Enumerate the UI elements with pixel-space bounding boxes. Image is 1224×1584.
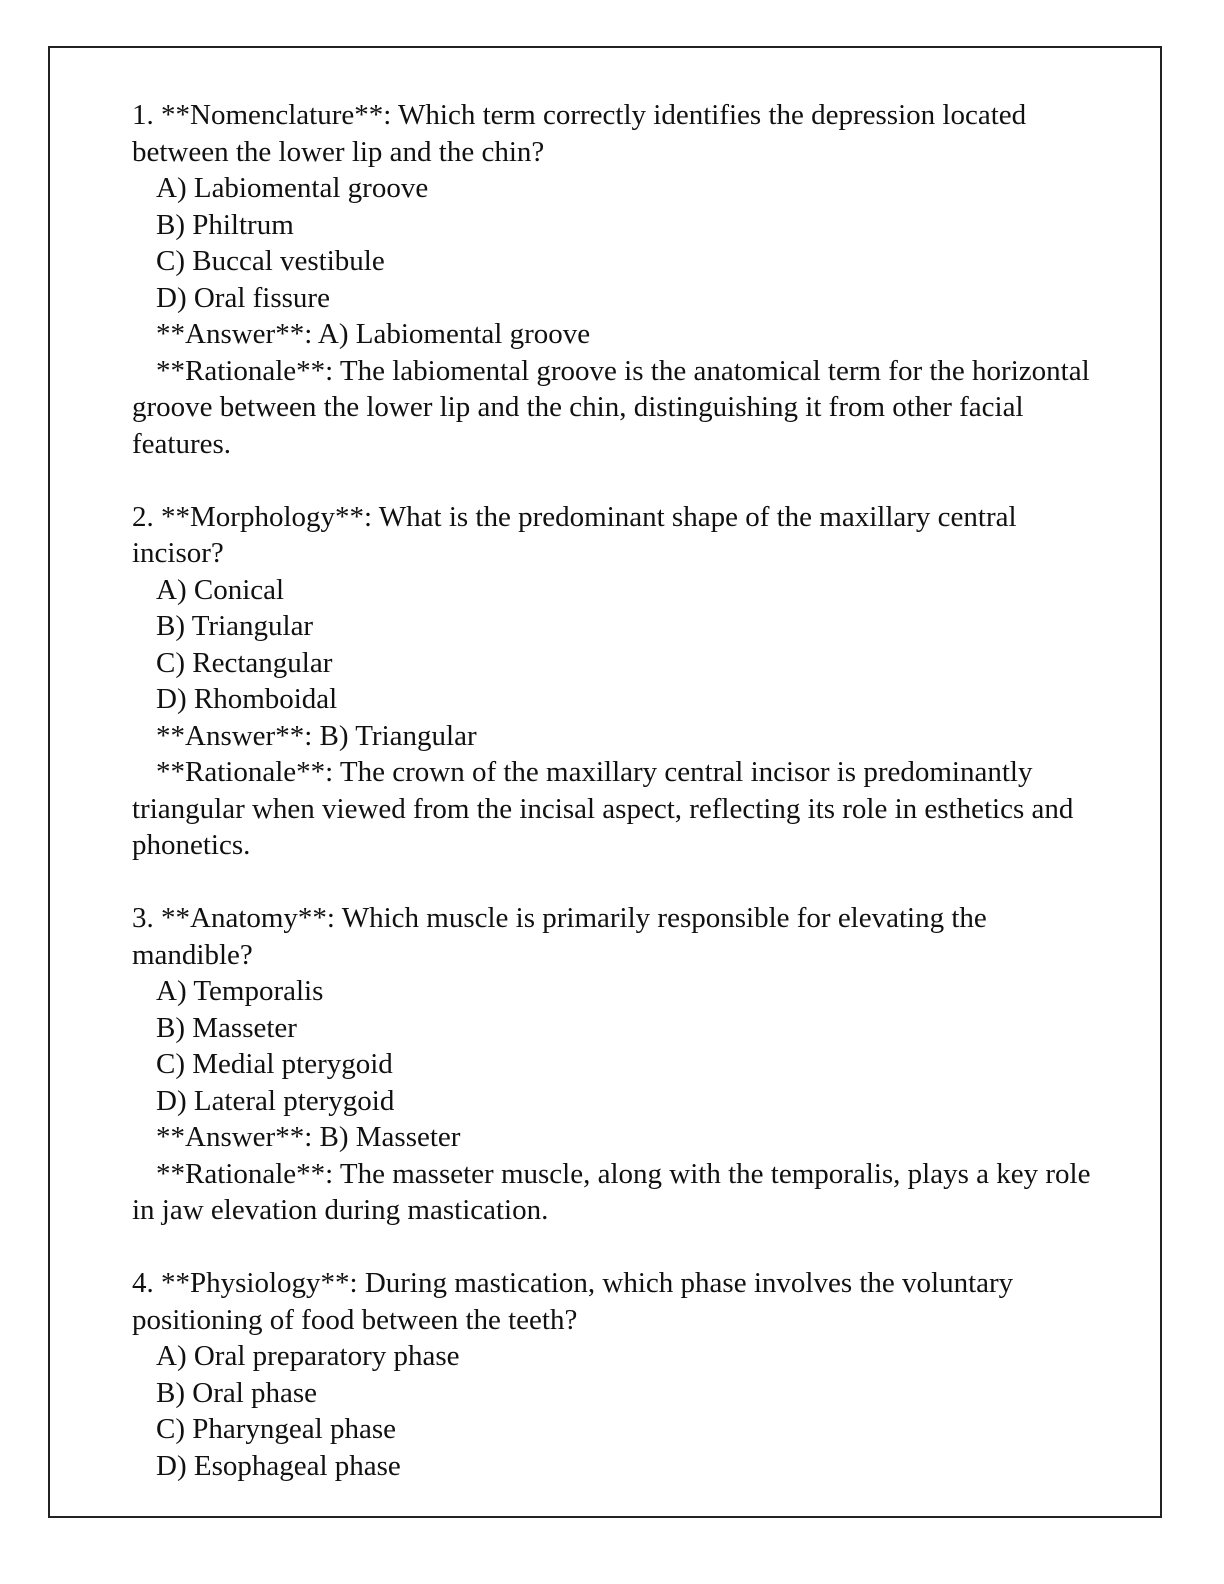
option-a: A) Conical	[156, 573, 285, 606]
option-d: D) Esophageal phase	[156, 1449, 401, 1482]
option-c: C) Pharyngeal phase	[156, 1413, 396, 1445]
question-stem: 1. **Nomenclature**: Which term correctly identifies the depression located between the lower lip and the chin?	[132, 99, 1027, 168]
question-3	[132, 900, 1092, 1229]
question-stem: 2. **Morphology**: What is the predominant shape of the maxillary central incisor?	[132, 500, 1017, 569]
option-b: B) Masseter	[156, 1011, 297, 1044]
option-c: C) Medial pterygoid	[156, 1048, 393, 1080]
option-b: B) Oral phase	[156, 1376, 318, 1409]
question-stem: 3. **Anatomy**: Which muscle is primarily responsible for elevating the mandible?	[132, 902, 987, 971]
option-c: C) Buccal vestibule	[156, 245, 385, 277]
question-1	[132, 97, 1092, 462]
option-b: B) Philtrum	[156, 208, 294, 241]
option-a: A) Temporalis	[156, 975, 324, 1007]
document-body	[132, 97, 1092, 1484]
rationale-text: **Rationale**: The labiomental groove is the anatomical term for the horizontal groove between the lower lip and the chin, distinguishing it from other facial features.	[132, 354, 1090, 460]
rationale-text: **Rationale**: The crown of the maxillary central incisor is predominantly triangular when viewed from the incisal aspect, reflecting its role in esthetics and phonetics.	[132, 756, 1074, 861]
option-d: D) Oral fissure	[156, 281, 330, 314]
question-2	[132, 499, 1092, 864]
option-c: C) Rectangular	[156, 646, 333, 679]
option-a: A) Labiomental groove	[156, 172, 429, 204]
answer-line: **Answer**: B) Masseter	[156, 1121, 461, 1153]
option-b: B) Triangular	[156, 610, 314, 642]
option-d: D) Rhomboidal	[156, 683, 338, 715]
option-a: A) Oral preparatory phase	[156, 1340, 460, 1372]
rationale-text: **Rationale**: The masseter muscle, along with the temporalis, plays a key role in jaw elevation during mastication.	[132, 1157, 1091, 1226]
option-d: D) Lateral pterygoid	[156, 1084, 395, 1117]
question-4	[132, 1265, 1092, 1484]
answer-line: **Answer**: A) Labiomental groove	[156, 318, 591, 350]
question-stem: 4. **Physiology**: During mastication, which phase involves the voluntary positioning of food between the teeth?	[132, 1267, 1014, 1336]
answer-line: **Answer**: B) Triangular	[156, 719, 477, 752]
